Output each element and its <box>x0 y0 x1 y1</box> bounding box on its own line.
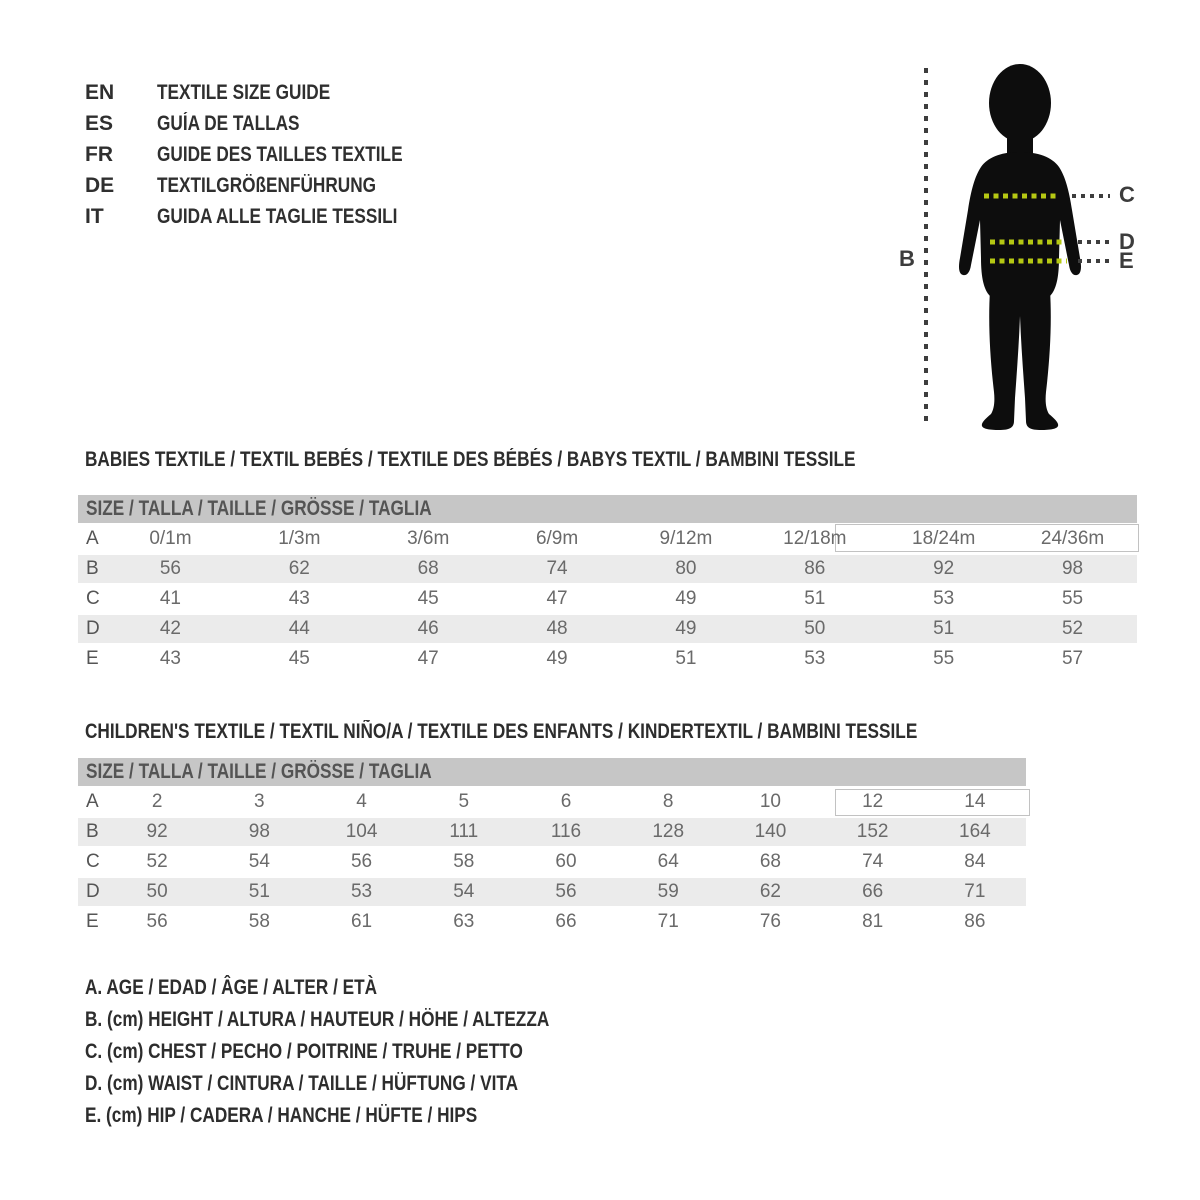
size-value-cell: 46 <box>417 618 439 639</box>
size-value-cell: 45 <box>288 648 310 669</box>
size-table-row-B <box>78 818 1026 846</box>
guide-title: GUÍA DE TALLAS <box>157 111 300 135</box>
size-value-cell: 60 <box>555 851 577 872</box>
size-value-cell: 53 <box>804 648 826 669</box>
row-label: D <box>86 881 100 902</box>
size-value-cell: 98 <box>248 821 270 842</box>
size-value-cell: 9/12m <box>659 528 713 549</box>
size-value-cell: 1/3m <box>278 528 321 549</box>
lang-row-en <box>85 77 456 108</box>
size-value-cell: 43 <box>159 648 181 669</box>
size-value-cell: 68 <box>417 558 439 579</box>
size-value-cell: 116 <box>550 821 582 842</box>
lang-code: ES <box>85 111 114 135</box>
size-value-cell: 54 <box>248 851 270 872</box>
size-value-cell: 71 <box>964 881 986 902</box>
size-table-row-E <box>78 645 1137 673</box>
size-table-row-C <box>78 585 1137 613</box>
size-value-cell: 66 <box>862 881 884 902</box>
size-value-cell: 92 <box>933 558 955 579</box>
size-value-cell: 51 <box>804 588 826 609</box>
size-value-cell: 68 <box>759 851 781 872</box>
babies-size-table <box>78 495 1137 675</box>
size-value-cell: 42 <box>159 618 181 639</box>
size-value-cell: 81 <box>862 911 884 932</box>
size-value-cell: 86 <box>964 911 986 932</box>
legend-hip: E. (cm) HIP / CADERA / HANCHE / HÜFTE / HIPS <box>85 1104 478 1127</box>
size-value-cell: 61 <box>350 911 373 932</box>
size-value-cell: 6 <box>560 791 572 812</box>
size-value-cell: 52 <box>1061 618 1084 639</box>
lang-code: IT <box>85 204 104 228</box>
lang-code: DE <box>85 173 115 197</box>
children-section-title: CHILDREN'S TEXTILE / TEXTIL NIÑO/A / TEXTILE DES ENFANTS / KINDERTEXTIL / BAMBINI TESSILE <box>85 720 918 743</box>
height-measure-label: B <box>899 246 915 271</box>
size-value-cell: 6/9m <box>535 528 579 549</box>
size-value-cell: 74 <box>546 558 568 579</box>
size-value-cell: 54 <box>453 881 475 902</box>
row-label: A <box>86 528 99 549</box>
lang-row-it <box>85 201 456 232</box>
size-value-cell: 50 <box>804 618 826 639</box>
size-value-cell: 152 <box>856 821 889 842</box>
size-value-cell: 5 <box>458 791 470 812</box>
size-value-cell: 8 <box>662 791 674 812</box>
size-value-cell: 71 <box>657 911 679 932</box>
row-label: C <box>86 588 100 609</box>
size-value-cell: 86 <box>804 558 826 579</box>
row-label: B <box>86 558 99 579</box>
size-value-cell: 58 <box>248 911 270 932</box>
legend-chest: C. (cm) CHEST / PECHO / POITRINE / TRUHE / PETTO <box>85 1040 523 1063</box>
size-value-cell: 14 <box>964 791 986 812</box>
size-table-row-C <box>78 848 1026 876</box>
size-value-cell: 62 <box>759 881 781 902</box>
size-table-header: SIZE / TALLA / TAILLE / GRÖSSE / TAGLIA <box>78 495 1137 523</box>
size-value-cell: 51 <box>675 648 697 669</box>
size-table-row-B <box>78 555 1137 583</box>
size-value-cell: 4 <box>356 791 367 812</box>
chest-measure-label: C <box>1119 182 1135 207</box>
size-value-cell: 64 <box>657 851 679 872</box>
guide-title: GUIDA ALLE TAGLIE TESSILI <box>157 204 398 228</box>
children-size-table <box>78 758 1026 938</box>
row-label: E <box>86 648 99 669</box>
row-label: D <box>86 618 100 639</box>
size-value-cell: 51 <box>933 618 955 639</box>
row-label: E <box>86 911 99 932</box>
size-table-row-D <box>78 878 1026 906</box>
size-value-cell: 0/1m <box>149 528 192 549</box>
size-value-cell: 2 <box>151 791 163 812</box>
size-value-cell: 3 <box>254 791 265 812</box>
size-value-cell: 12 <box>862 791 884 812</box>
size-value-cell: 55 <box>933 648 955 669</box>
size-value-cell: 44 <box>288 618 310 639</box>
legend-height: B. (cm) HEIGHT / ALTURA / HAUTEUR / HÖHE / ALTEZZA <box>85 1008 550 1031</box>
size-value-cell: 62 <box>288 558 310 579</box>
size-value-cell: 43 <box>288 588 310 609</box>
size-value-cell: 52 <box>146 851 168 872</box>
size-value-cell: 53 <box>350 881 373 902</box>
size-value-cell: 59 <box>657 881 679 902</box>
size-table-row-D <box>78 615 1137 643</box>
language-title-list <box>85 77 456 232</box>
lang-row-de <box>85 170 456 201</box>
size-value-cell: 74 <box>862 851 884 872</box>
lang-code: EN <box>85 80 115 104</box>
size-value-cell: 128 <box>652 821 685 842</box>
size-value-cell: 80 <box>675 558 697 579</box>
size-value-cell: 49 <box>675 588 697 609</box>
size-value-cell: 18/24m <box>912 528 976 549</box>
size-value-cell: 56 <box>555 881 577 902</box>
size-value-cell: 41 <box>159 588 181 609</box>
row-label: C <box>86 851 100 872</box>
size-value-cell: 53 <box>933 588 955 609</box>
babies-section-title: BABIES TEXTILE / TEXTIL BEBÉS / TEXTILE DES BÉBÉS / BABYS TEXTIL / BAMBINI TESSILE <box>85 448 856 471</box>
guide-title: TEXTILGRÖßENFÜHRUNG <box>157 173 377 197</box>
guide-title: TEXTILE SIZE GUIDE <box>157 80 331 104</box>
child-silhouette-icon <box>920 58 1120 433</box>
size-value-cell: 45 <box>417 588 439 609</box>
size-value-cell: 50 <box>146 881 168 902</box>
size-value-cell: 92 <box>146 821 168 842</box>
size-value-cell: 24/36m <box>1040 528 1105 549</box>
size-value-cell: 111 <box>449 821 479 842</box>
waist-measure-label: D <box>1119 229 1135 254</box>
row-label: B <box>86 821 99 842</box>
size-value-cell: 10 <box>759 791 781 812</box>
size-value-cell: 140 <box>754 821 787 842</box>
size-value-cell: 104 <box>345 821 378 842</box>
hip-measure-label: E <box>1119 248 1134 273</box>
legend-age: A. AGE / EDAD / ÂGE / ALTER / ETÀ <box>85 976 378 999</box>
size-value-cell: 49 <box>546 648 568 669</box>
size-value-cell: 51 <box>248 881 270 902</box>
size-table-row-A <box>78 788 1026 816</box>
size-value-cell: 3/6m <box>407 528 450 549</box>
size-value-cell: 49 <box>675 618 697 639</box>
size-value-cell: 55 <box>1061 588 1084 609</box>
lang-row-fr <box>85 139 456 170</box>
size-value-cell: 47 <box>546 588 568 609</box>
row-label: A <box>86 791 99 812</box>
size-value-cell: 47 <box>417 648 439 669</box>
measurement-legend <box>85 972 651 1132</box>
size-value-cell: 84 <box>964 851 986 872</box>
legend-waist: D. (cm) WAIST / CINTURA / TAILLE / HÜFTUNG / VITA <box>85 1072 519 1095</box>
size-value-cell: 164 <box>959 821 991 842</box>
size-value-cell: 48 <box>546 618 568 639</box>
size-value-cell: 56 <box>159 558 181 579</box>
size-value-cell: 66 <box>555 911 577 932</box>
size-value-cell: 63 <box>453 911 475 932</box>
size-value-cell: 98 <box>1061 558 1084 579</box>
size-table-row-E <box>78 908 1026 936</box>
size-value-cell: 57 <box>1061 648 1084 669</box>
size-table-row-A <box>78 525 1137 553</box>
size-table-header: SIZE / TALLA / TAILLE / GRÖSSE / TAGLIA <box>78 758 1026 786</box>
size-value-cell: 76 <box>759 911 781 932</box>
guide-title: GUIDE DES TAILLES TEXTILE <box>157 142 403 166</box>
size-value-cell: 56 <box>146 911 168 932</box>
size-value-cell: 58 <box>453 851 475 872</box>
lang-row-es <box>85 108 456 139</box>
size-value-cell: 56 <box>350 851 373 872</box>
size-value-cell: 12/18m <box>783 528 847 549</box>
lang-code: FR <box>85 142 113 166</box>
